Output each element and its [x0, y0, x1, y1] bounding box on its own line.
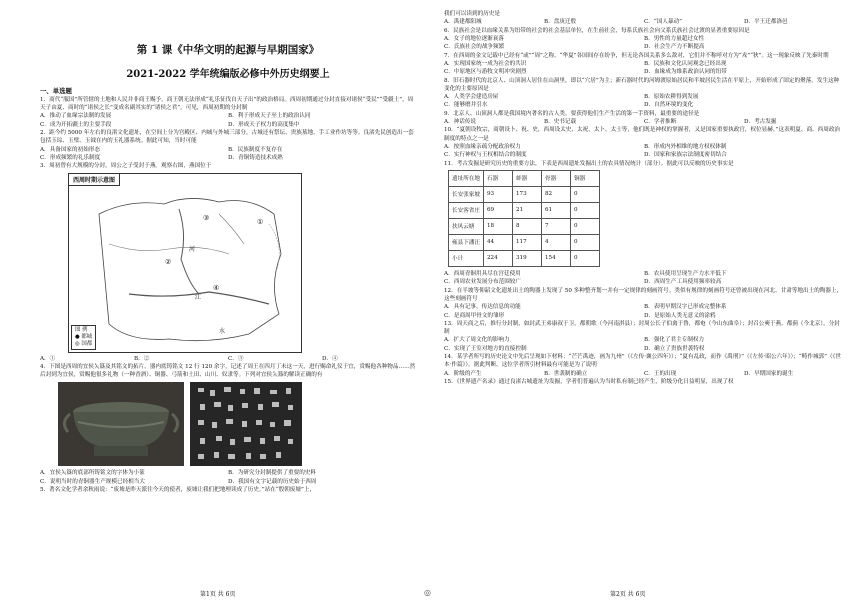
- table-cell: 扶风云塘: [449, 218, 484, 234]
- table-cell: 319: [512, 250, 541, 266]
- option: C．学者推断: [644, 119, 677, 126]
- left-page-number: 第1页 共 6页: [200, 591, 236, 598]
- map-label-jiang: 江: [195, 293, 202, 301]
- option: A．人类学会建造房屋: [444, 94, 499, 101]
- table-cell: 4: [541, 234, 570, 250]
- question-13: 13．周天商之后，推行分封制，如封武王弟康叔于卫，都朝歌（今河南淇县）；封周公长子伯禽于鲁，都奄（今山东曲阜）；封召公奭于燕，都蓟（今北京）。分封制: [444, 320, 840, 336]
- bronze-gui-icon: [58, 382, 184, 466]
- table-cell: 61: [541, 202, 570, 218]
- question-8-options: [444, 93, 844, 110]
- question-11: 11．考古发掘是研究历史的重要方法，下表是西周遗址发掘出土的农具情况统计（部分）。据此可以反映的历史事实是: [444, 160, 734, 167]
- right-page-number: 第2页 共 6页: [610, 591, 646, 598]
- option: B．盘庚迁殷: [544, 19, 577, 26]
- legend-item: ● 都城: [75, 333, 93, 340]
- question-9: 9．北京人、山顶洞人都是我国境内著名的古人类。要获得他们生产生活的第一手资料，最重要的途径是: [444, 110, 700, 117]
- option: B．为研究分封制提供了重要的史料: [228, 470, 317, 477]
- option: A．神话传说: [444, 119, 477, 126]
- question-4: 4．下图是西周的宜侯夨簋及其铭文的拓片。器内底铸铭文 12 行 120 余字，记述了周王在四月丁未这一天，进行赐命礼仪于宜，赏赐他各种物品……然后封到为宜侯，赏赐他很多礼物（一种香酒）、铜器、弓箭和土田、山川、奴隶等。下列对宜侯夨簋的解读正确的有: [40, 364, 416, 379]
- map-mark-4: ④: [213, 283, 220, 292]
- section-heading: 一、单选题: [40, 87, 72, 95]
- table-row: [449, 250, 600, 266]
- bronze-gui-photo: [58, 382, 184, 466]
- table-row: [449, 202, 600, 218]
- option: B．世袭制的确立: [544, 370, 588, 377]
- option: D．平王迁都洛邑: [744, 19, 788, 26]
- option: C．是商周甲骨文的雏形: [444, 312, 505, 319]
- western-zhou-map: [68, 173, 302, 353]
- table-cell: 长安张家坡: [449, 186, 484, 202]
- question-14: 14．某学者所写的历史论文中先后呈现如下材料：“芒芒禹迹，画为九州”（《左传·襄公四年》）；“夏有乱政，而作《禹刑》”（《左传·昭公六年》）；“畴作城郭”（《世本·作篇》）。据此判断，这位学者所引材料最有可能是为了说明: [444, 354, 841, 369]
- table-cell: 44: [483, 234, 512, 250]
- question-3: 3．周初曾有大规模的分封，周公之子受封于燕。观察右图，燕国位于: [40, 163, 212, 170]
- option: B．②: [134, 355, 150, 362]
- option: C．说明当时的青铜器生产规模已经相当大: [40, 478, 145, 485]
- table-row: [449, 234, 600, 250]
- table-cell: 224: [483, 250, 512, 266]
- document-subtitle: 2021-2022 学年统编版必修中外历史纲要上: [126, 69, 330, 80]
- map-title: 西周时期示意图: [69, 174, 120, 186]
- table-header: 遗址所在地: [449, 170, 484, 186]
- question-2-options: [40, 146, 416, 163]
- question-10-options: [444, 143, 844, 160]
- center-binding-mark: ◎: [424, 588, 431, 597]
- option: D．我国有文字记载的历史始于西周: [228, 478, 317, 485]
- option: A．具备国家的初始形态: [40, 146, 100, 153]
- document-title: 第 1 课《中华文明的起源与早期国家》: [136, 44, 320, 56]
- option: B．形成内外相维的地方权权体制: [644, 143, 727, 150]
- table-cell: 154: [541, 250, 570, 266]
- table-cell: 21: [512, 202, 541, 218]
- option: D．是原始人类无意义的涂鸦: [644, 312, 716, 319]
- question-6-options: [444, 35, 844, 52]
- option: D．考古发掘: [744, 119, 777, 126]
- option: D．确立了贵族世袭特权: [644, 345, 705, 352]
- table-header-row: [449, 170, 600, 186]
- question-13-options: [444, 336, 844, 353]
- map-mark-2: ②: [165, 257, 172, 266]
- option: D．④: [322, 355, 338, 362]
- option: C．西周农业发展分布范围较广: [444, 279, 521, 286]
- option: D．青铜铸造技术成熟: [228, 155, 283, 162]
- table-cell: 长安客省庄: [449, 202, 484, 218]
- option: C．“国人暴动”: [644, 19, 682, 26]
- rubbing-icon: [190, 382, 302, 466]
- option: D．国家和家族宗法制度密切结合: [644, 152, 727, 159]
- table-header: 蚌器: [512, 170, 541, 186]
- table-header: 骨器: [541, 170, 570, 186]
- question-7-options: [444, 60, 844, 77]
- question-2: 2．距今约 5000 年左右的良渚文化遗址，在空间上分为宫殿区、内城与外城三部分，古城还有祭坛、贵族墓地、手工业作坊等等。良渚先民创造出一套包括玉琮、玉璧、玉钺在内的玉礼器系统。据此可知，当时可能: [40, 130, 414, 145]
- table-cell: 173: [512, 186, 541, 202]
- table-cell: 雍县下潘汪: [449, 234, 484, 250]
- table-cell: 82: [541, 186, 570, 202]
- question-7: 7．在西周的金文记载中已经有“或”“周”之称，“华夏”各国间存在纷争，但无论各国关系多么敌对，它们并不称呼对方为“戎”“狄”。这一现象反映了先秦时期: [444, 52, 829, 59]
- question-5-options: [444, 18, 844, 26]
- question-6: 6．民族社会是以血缘关系为纽带的社会的社会基层单位，在生前社会，每系氏族社会向父系氏族社会过渡的显著重要原因是: [444, 27, 750, 34]
- table-header: 铜器: [570, 170, 599, 186]
- map-label-shui: 水: [219, 327, 226, 335]
- option: C．能够磨井引水: [444, 102, 488, 109]
- table-cell: 0: [570, 234, 599, 250]
- question-5-continued: 我们可以读到的历史是: [444, 11, 500, 17]
- legend-title: 图 例: [75, 326, 88, 333]
- option: D．社会生产力不断提高: [644, 44, 705, 51]
- map-drawing: [69, 174, 301, 352]
- option: A．具有记事、传达信息的功能: [444, 304, 521, 311]
- question-14-options: [444, 370, 844, 378]
- table-cell: 7: [541, 218, 570, 234]
- table-cell: 69: [483, 202, 512, 218]
- option: B．民族和文化认同观念已经出现: [644, 60, 727, 67]
- question-5: 5．著名文化学者余秋雨说：“废墟是昨天派往今天的使者，废墟让我们把地理读成了历史。”站在“殷朝废墟”上，: [40, 487, 316, 494]
- option: A．按照血缘亲疏分配政治权力: [444, 143, 521, 150]
- option: A．①: [40, 355, 56, 362]
- table-cell: 0: [570, 218, 599, 234]
- table-row: [449, 186, 600, 202]
- table-cell: 0: [570, 186, 599, 202]
- question-4-options: [40, 469, 416, 486]
- table-row: [449, 218, 600, 234]
- question-12: 12．在半坡等仰韶文化遗址出土的陶器上发现了 50 多种整齐划一并有一定规律的刻画符号。类似有规律的刻画符号还曾被出现在河北、甘肃等地出土的陶器上，这些刻画符号: [444, 287, 843, 302]
- option: B．民族制度不复存在: [228, 146, 283, 153]
- question-4-images: [58, 382, 416, 466]
- option: B．农具使用呈现生产力水平低下: [644, 270, 727, 277]
- right-page: [430, 0, 860, 608]
- table-cell: 18: [483, 218, 512, 234]
- map-mark-1: ①: [257, 217, 264, 226]
- legend-item: ◎ 国都: [75, 340, 93, 347]
- option: C．中原地区与游牧文明冲突剧烈: [444, 69, 527, 76]
- option: C．实行神权与王权相结合的制度: [444, 152, 527, 159]
- option: C．成为开拓疆土的主要手段: [40, 121, 112, 128]
- question-9-options: [444, 118, 844, 126]
- option: A．推动了血缘宗法制的发展: [40, 113, 112, 120]
- option: C．王的出现: [644, 370, 677, 377]
- map-mark-3: ③: [203, 213, 210, 222]
- option: B．男性的力量超过女性: [644, 35, 705, 42]
- option: A．阶级的产生: [444, 370, 482, 377]
- inscription-rubbing: [190, 382, 302, 466]
- option: B．史书记载: [544, 119, 577, 126]
- option: A．宜侯夨簋的底部所铸铭文的字体为小篆: [40, 470, 145, 477]
- option: A．西周青铜用具尽在宫廷使用: [444, 270, 521, 277]
- map-legend: [71, 325, 96, 350]
- table-cell: 8: [512, 218, 541, 234]
- excavation-table: [448, 170, 600, 267]
- option: C．实现了王室对地方的直接控制: [444, 345, 527, 352]
- option: B．强化了君主专制权力: [644, 337, 705, 344]
- question-8: 8．旧石器时代的北京人、山顶洞人居住在山洞里，即以“穴居”为主；新石器时代的河姆渡原始居民和半坡居民生活在平原上，开始形成了固定的聚落。发生这种变化的主要原因是: [444, 77, 840, 92]
- question-1-options: [40, 112, 416, 129]
- table-cell: 93: [483, 186, 512, 202]
- table-header: 石器: [483, 170, 512, 186]
- question-11-options: [444, 270, 844, 287]
- option: C．氏族社会的战争频繁: [444, 44, 505, 51]
- option: A．禹建都阳城: [444, 19, 482, 26]
- question-3-options: [40, 355, 416, 363]
- question-12-options: [444, 303, 844, 320]
- question-10: 10．“夏朝设牧宗，商朝设卜、祝、史，西周设太史、太祝、太卜、太士等，他们既是神权的掌握者，又是国家重要执政官，权位显赫。”这表明夏、商、西周政治制度的特点之一是: [444, 127, 841, 142]
- table-cell: 0: [570, 250, 599, 266]
- map-label-he: 河: [189, 245, 196, 253]
- option: B．原始农耕得到发展: [644, 94, 699, 101]
- question-15: 15．《世界遗产名录》通过良渚古城遗址为发掘，学者们普遍认为当时私有制已经产生，阶级分化日益明显，出现了权: [444, 378, 734, 385]
- table-cell: 117: [512, 234, 541, 250]
- table-cell: 0: [570, 202, 599, 218]
- option: D．自然环境的变化: [644, 102, 694, 109]
- option: C．形成频繁的礼乐制度: [40, 155, 101, 162]
- option: B．表明早期汉字已形成完整体系: [644, 304, 727, 311]
- option: D．西周生产工具使用频率较高: [644, 279, 722, 286]
- option: D．形成天子权力的高度集中: [228, 121, 300, 128]
- option: D．早期国家的诞生: [744, 370, 794, 377]
- question-1: 1．商代“服国”所管辖的土地和人民并非商王赐予，商王朝无法形成“礼乐征伐自天子出”的政治格局。西周初期通过分封直接对诸侯“受民”“受疆土”，周天子由夏、商时的“诸侯之长”变成名副其实的“诸侯之君”。可见，西周初期的分封制: [40, 97, 414, 112]
- option: A．实现国家统一成为社会的共识: [444, 60, 527, 67]
- option: A．女子的地位逐渐衰落: [444, 35, 504, 42]
- option: C．③: [228, 355, 244, 362]
- table-cell: 小计: [449, 250, 484, 266]
- option: B．利于形成天子至上的政治认同: [228, 113, 311, 120]
- option: A．扩大了周文化的影响力: [444, 337, 510, 344]
- option: D．血缘成为维系政治认同的纽带: [644, 69, 727, 76]
